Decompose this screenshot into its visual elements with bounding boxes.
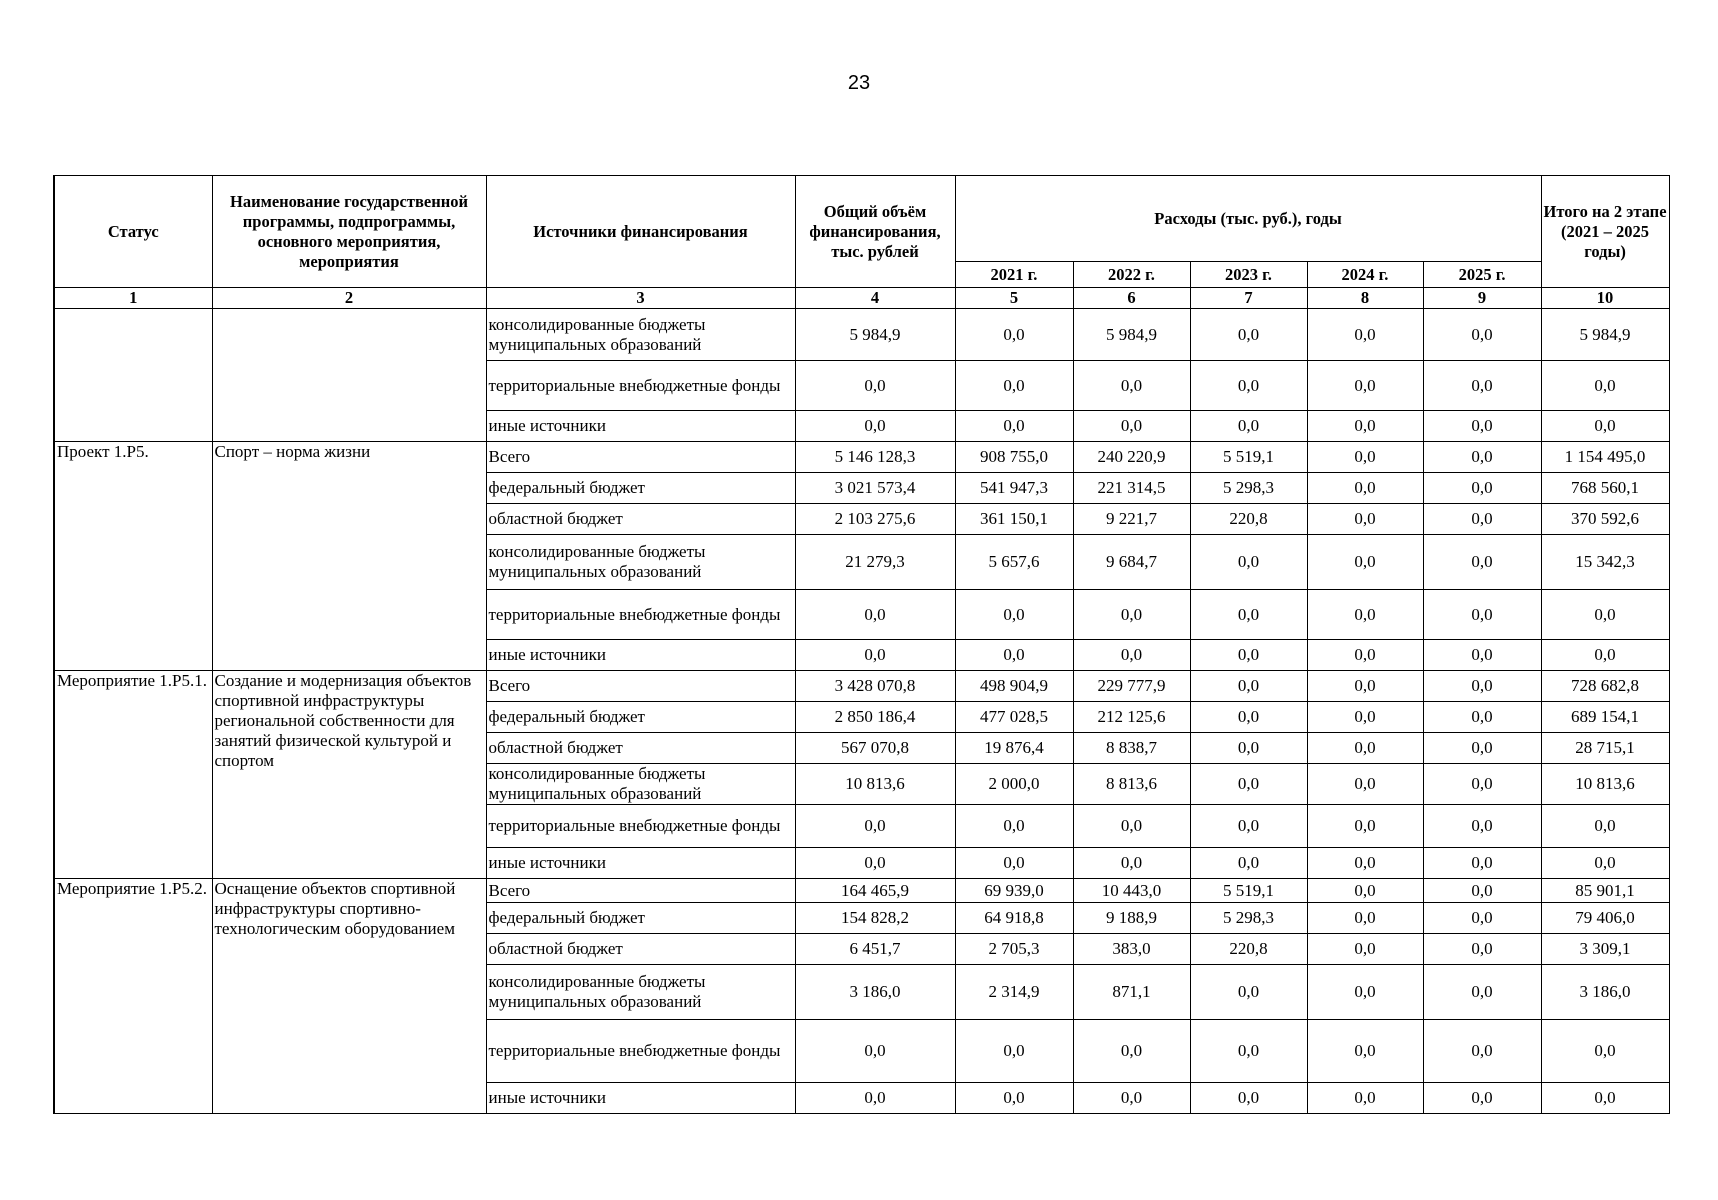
amount-cell: 541 947,3 (955, 473, 1073, 504)
amount-cell: 0,0 (1190, 361, 1307, 411)
amount-cell: 0,0 (1541, 590, 1669, 640)
amount-cell: 0,0 (1423, 764, 1541, 805)
amount-cell: 0,0 (955, 590, 1073, 640)
amount-cell: 0,0 (1423, 590, 1541, 640)
amount-cell: 2 000,0 (955, 764, 1073, 805)
amount-cell: 0,0 (1307, 535, 1423, 590)
page-number: 23 (847, 72, 871, 94)
amount-cell: 8 838,7 (1073, 733, 1190, 764)
amount-cell: 0,0 (955, 640, 1073, 671)
amount-cell: 3 021 573,4 (795, 473, 955, 504)
amount-cell: 69 939,0 (955, 879, 1073, 903)
header-year: 2022 г. (1073, 262, 1190, 288)
amount-cell: 0,0 (1073, 411, 1190, 442)
header-source: Источники финансирования (486, 176, 795, 288)
budget-table (53, 175, 1670, 1114)
amount-cell: 3 428 070,8 (795, 671, 955, 702)
column-number: 1 (54, 288, 212, 309)
header-total: Общий объём финансирования, тыс. рублей (795, 176, 955, 288)
funding-source: федеральный бюджет (486, 473, 795, 504)
amount-cell: 0,0 (1073, 590, 1190, 640)
amount-cell: 0,0 (1190, 764, 1307, 805)
amount-cell: 689 154,1 (1541, 702, 1669, 733)
amount-cell: 0,0 (1423, 934, 1541, 965)
amount-cell: 3 309,1 (1541, 934, 1669, 965)
amount-cell: 0,0 (1423, 848, 1541, 879)
amount-cell: 5 984,9 (795, 309, 955, 361)
amount-cell: 0,0 (1307, 361, 1423, 411)
amount-cell: 0,0 (1541, 1020, 1669, 1083)
amount-cell: 0,0 (1190, 702, 1307, 733)
amount-cell: 220,8 (1190, 934, 1307, 965)
amount-cell: 2 850 186,4 (795, 702, 955, 733)
funding-source: консолидированные бюджеты муниципальных образований (486, 965, 795, 1020)
amount-cell: 8 813,6 (1073, 764, 1190, 805)
amount-cell: 0,0 (795, 590, 955, 640)
amount-cell: 498 904,9 (955, 671, 1073, 702)
funding-source: Всего (486, 671, 795, 702)
funding-source: иные источники (486, 411, 795, 442)
amount-cell: 0,0 (955, 805, 1073, 848)
amount-cell: 0,0 (795, 848, 955, 879)
amount-cell: 0,0 (1307, 671, 1423, 702)
amount-cell: 5 519,1 (1190, 442, 1307, 473)
amount-cell: 5 298,3 (1190, 473, 1307, 504)
amount-cell: 0,0 (1190, 1020, 1307, 1083)
funding-source: консолидированные бюджеты муниципальных образований (486, 764, 795, 805)
amount-cell: 0,0 (1423, 442, 1541, 473)
column-number: 6 (1073, 288, 1190, 309)
amount-cell: 6 451,7 (795, 934, 955, 965)
amount-cell: 0,0 (1423, 671, 1541, 702)
amount-cell: 0,0 (955, 361, 1073, 411)
amount-cell: 240 220,9 (1073, 442, 1190, 473)
amount-cell: 0,0 (1541, 361, 1669, 411)
amount-cell: 0,0 (1423, 535, 1541, 590)
header-year: 2024 г. (1307, 262, 1423, 288)
amount-cell: 0,0 (955, 411, 1073, 442)
amount-cell: 154 828,2 (795, 903, 955, 934)
amount-cell: 5 146 128,3 (795, 442, 955, 473)
header-year: 2021 г. (955, 262, 1073, 288)
header-expenses: Расходы (тыс. руб.), годы (955, 176, 1541, 262)
amount-cell: 79 406,0 (1541, 903, 1669, 934)
column-number: 3 (486, 288, 795, 309)
amount-cell: 0,0 (1190, 640, 1307, 671)
amount-cell: 0,0 (1423, 640, 1541, 671)
funding-source: Всего (486, 879, 795, 903)
amount-cell: 0,0 (1307, 309, 1423, 361)
amount-cell: 0,0 (1190, 411, 1307, 442)
amount-cell: 728 682,8 (1541, 671, 1669, 702)
amount-cell: 0,0 (1423, 411, 1541, 442)
table-row (54, 879, 1669, 903)
amount-cell: 0,0 (1423, 879, 1541, 903)
amount-cell: 3 186,0 (1541, 965, 1669, 1020)
funding-source: областной бюджет (486, 504, 795, 535)
amount-cell: 370 592,6 (1541, 504, 1669, 535)
funding-source: иные источники (486, 848, 795, 879)
amount-cell: 0,0 (1190, 733, 1307, 764)
amount-cell: 0,0 (1307, 764, 1423, 805)
amount-cell: 0,0 (1541, 640, 1669, 671)
amount-cell: 1 154 495,0 (1541, 442, 1669, 473)
funding-source: территориальные внебюджетные фонды (486, 805, 795, 848)
row-name: Спорт – норма жизни (212, 442, 486, 671)
amount-cell: 0,0 (955, 848, 1073, 879)
amount-cell: 5 984,9 (1541, 309, 1669, 361)
amount-cell: 0,0 (1190, 671, 1307, 702)
amount-cell: 15 342,3 (1541, 535, 1669, 590)
funding-source: областной бюджет (486, 733, 795, 764)
amount-cell: 0,0 (1307, 1083, 1423, 1114)
amount-cell: 9 188,9 (1073, 903, 1190, 934)
table-body (54, 309, 1669, 1114)
header-status: Статус (54, 176, 212, 288)
amount-cell: 0,0 (1423, 309, 1541, 361)
amount-cell: 0,0 (1423, 733, 1541, 764)
amount-cell: 0,0 (795, 805, 955, 848)
table-row (54, 671, 1669, 702)
amount-cell: 871,1 (1073, 965, 1190, 1020)
amount-cell: 0,0 (1423, 965, 1541, 1020)
amount-cell: 0,0 (1190, 309, 1307, 361)
funding-source: иные источники (486, 1083, 795, 1114)
amount-cell: 64 918,8 (955, 903, 1073, 934)
amount-cell: 0,0 (955, 309, 1073, 361)
amount-cell: 0,0 (955, 1020, 1073, 1083)
header-name: Наименование государственной программы, подпрограммы, основного мероприятия, мероприятия (212, 176, 486, 288)
amount-cell: 2 103 275,6 (795, 504, 955, 535)
row-status (54, 309, 212, 442)
amount-cell: 0,0 (955, 1083, 1073, 1114)
funding-source: территориальные внебюджетные фонды (486, 590, 795, 640)
amount-cell: 0,0 (1073, 805, 1190, 848)
amount-cell: 0,0 (795, 411, 955, 442)
amount-cell: 908 755,0 (955, 442, 1073, 473)
amount-cell: 0,0 (1190, 590, 1307, 640)
amount-cell: 0,0 (1307, 934, 1423, 965)
amount-cell: 164 465,9 (795, 879, 955, 903)
amount-cell: 5 519,1 (1190, 879, 1307, 903)
amount-cell: 383,0 (1073, 934, 1190, 965)
row-status: Проект 1.Р5. (54, 442, 212, 671)
amount-cell: 0,0 (1190, 535, 1307, 590)
amount-cell: 9 684,7 (1073, 535, 1190, 590)
amount-cell: 10 813,6 (1541, 764, 1669, 805)
amount-cell: 0,0 (1307, 411, 1423, 442)
amount-cell: 0,0 (1307, 903, 1423, 934)
amount-cell: 0,0 (1073, 848, 1190, 879)
row-name: Создание и модернизация объектов спортивной инфраструктуры региональной собственности для занятий физической культурой и спортом (212, 671, 486, 879)
column-number: 5 (955, 288, 1073, 309)
amount-cell: 361 150,1 (955, 504, 1073, 535)
amount-cell: 0,0 (1423, 903, 1541, 934)
amount-cell: 0,0 (1307, 805, 1423, 848)
amount-cell: 0,0 (1541, 1083, 1669, 1114)
amount-cell: 221 314,5 (1073, 473, 1190, 504)
amount-cell: 0,0 (1190, 848, 1307, 879)
amount-cell: 0,0 (1307, 965, 1423, 1020)
amount-cell: 0,0 (795, 640, 955, 671)
amount-cell: 0,0 (1190, 1083, 1307, 1114)
amount-cell: 0,0 (1423, 504, 1541, 535)
funding-source: федеральный бюджет (486, 903, 795, 934)
amount-cell: 0,0 (1307, 1020, 1423, 1083)
amount-cell: 0,0 (1190, 965, 1307, 1020)
row-status: Мероприятие 1.Р5.2. (54, 879, 212, 1114)
amount-cell: 0,0 (1307, 702, 1423, 733)
amount-cell: 19 876,4 (955, 733, 1073, 764)
amount-cell: 0,0 (1307, 442, 1423, 473)
amount-cell: 220,8 (1190, 504, 1307, 535)
amount-cell: 229 777,9 (1073, 671, 1190, 702)
amount-cell: 567 070,8 (795, 733, 955, 764)
amount-cell: 3 186,0 (795, 965, 955, 1020)
amount-cell: 477 028,5 (955, 702, 1073, 733)
table-row (54, 442, 1669, 473)
column-number: 8 (1307, 288, 1423, 309)
amount-cell: 0,0 (1307, 733, 1423, 764)
amount-cell: 85 901,1 (1541, 879, 1669, 903)
amount-cell: 0,0 (1423, 1020, 1541, 1083)
amount-cell: 5 298,3 (1190, 903, 1307, 934)
amount-cell: 0,0 (1073, 1020, 1190, 1083)
funding-source: Всего (486, 442, 795, 473)
amount-cell: 9 221,7 (1073, 504, 1190, 535)
amount-cell: 10 813,6 (795, 764, 955, 805)
row-name: Оснащение объектов спортивной инфраструктуры спортивно-технологическим оборудованием (212, 879, 486, 1114)
column-number: 10 (1541, 288, 1669, 309)
amount-cell: 0,0 (795, 361, 955, 411)
amount-cell: 0,0 (1307, 473, 1423, 504)
amount-cell: 0,0 (1423, 1083, 1541, 1114)
funding-source: территориальные внебюджетные фонды (486, 1020, 795, 1083)
amount-cell: 5 984,9 (1073, 309, 1190, 361)
funding-source: консолидированные бюджеты муниципальных образований (486, 309, 795, 361)
column-number: 9 (1423, 288, 1541, 309)
funding-source: консолидированные бюджеты муниципальных образований (486, 535, 795, 590)
row-name (212, 309, 486, 442)
amount-cell: 0,0 (1423, 473, 1541, 504)
funding-source: иные источники (486, 640, 795, 671)
amount-cell: 0,0 (1190, 805, 1307, 848)
header-year: 2025 г. (1423, 262, 1541, 288)
amount-cell: 0,0 (795, 1083, 955, 1114)
amount-cell: 0,0 (1307, 590, 1423, 640)
column-number: 7 (1190, 288, 1307, 309)
amount-cell: 0,0 (1423, 361, 1541, 411)
amount-cell: 0,0 (1073, 1083, 1190, 1114)
amount-cell: 0,0 (1423, 702, 1541, 733)
amount-cell: 0,0 (1073, 361, 1190, 411)
column-number: 2 (212, 288, 486, 309)
header-stage-total: Итого на 2 этапе (2021 – 2025 годы) (1541, 176, 1669, 288)
amount-cell: 2 314,9 (955, 965, 1073, 1020)
amount-cell: 0,0 (1307, 504, 1423, 535)
amount-cell: 2 705,3 (955, 934, 1073, 965)
row-status: Мероприятие 1.Р5.1. (54, 671, 212, 879)
amount-cell: 0,0 (1307, 848, 1423, 879)
column-number: 4 (795, 288, 955, 309)
amount-cell: 0,0 (1541, 411, 1669, 442)
amount-cell: 21 279,3 (795, 535, 955, 590)
amount-cell: 0,0 (1307, 879, 1423, 903)
amount-cell: 0,0 (1423, 805, 1541, 848)
amount-cell: 5 657,6 (955, 535, 1073, 590)
funding-source: областной бюджет (486, 934, 795, 965)
header-year: 2023 г. (1190, 262, 1307, 288)
table-row (54, 309, 1669, 361)
amount-cell: 0,0 (1541, 805, 1669, 848)
amount-cell: 0,0 (1073, 640, 1190, 671)
amount-cell: 212 125,6 (1073, 702, 1190, 733)
amount-cell: 768 560,1 (1541, 473, 1669, 504)
amount-cell: 0,0 (1541, 848, 1669, 879)
funding-source: федеральный бюджет (486, 702, 795, 733)
amount-cell: 10 443,0 (1073, 879, 1190, 903)
amount-cell: 0,0 (795, 1020, 955, 1083)
amount-cell: 28 715,1 (1541, 733, 1669, 764)
amount-cell: 0,0 (1307, 640, 1423, 671)
funding-source: территориальные внебюджетные фонды (486, 361, 795, 411)
